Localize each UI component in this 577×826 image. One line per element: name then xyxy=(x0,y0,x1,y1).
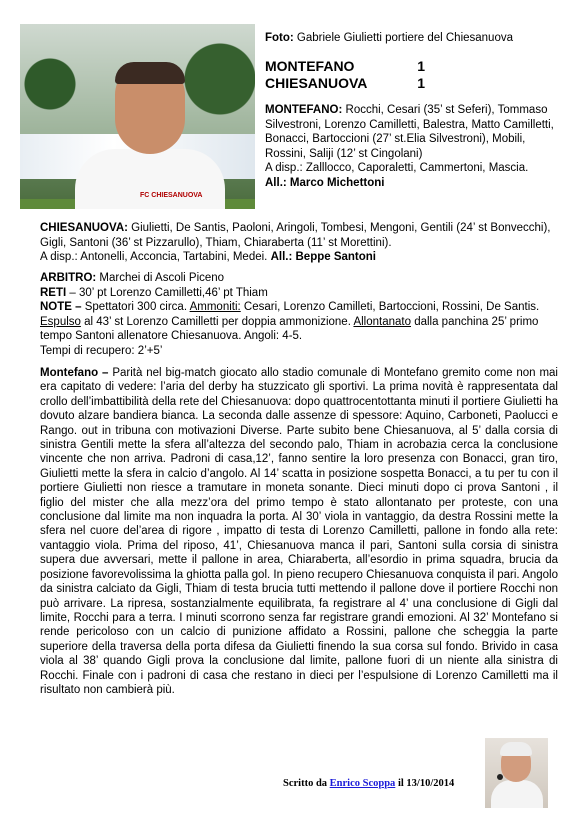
photo-shirt-text: FC CHIESANUOVA xyxy=(140,192,203,199)
chiesanuova-bench: A disp.: Antonelli, Acconcia, Tartabini, Medei. xyxy=(40,251,268,263)
author-link[interactable]: Enrico Scoppa xyxy=(329,778,396,789)
goals-label: RETI xyxy=(40,286,67,299)
match-report xyxy=(40,366,558,697)
chiesanuova-lineup xyxy=(40,221,560,265)
signature xyxy=(283,778,454,789)
chiesanuova-label: CHIESANUOVA: xyxy=(40,222,128,234)
chiesanuova-coach: All.: Beppe Santoni xyxy=(270,251,376,263)
montefano-coach: All.: Marco Michettoni xyxy=(265,176,385,189)
away-goals: 1 xyxy=(417,75,425,91)
caption-text: Gabriele Giulietti portiere del Chiesanuova xyxy=(293,32,513,44)
notes-label: NOTE – xyxy=(40,301,82,313)
stoppage-time: Tempi di recupero: 2’+5’ xyxy=(40,344,163,357)
author-photo-body xyxy=(491,780,543,808)
match-score xyxy=(265,58,425,92)
montefano-lineup xyxy=(265,103,565,190)
away-team: CHIESANUOVA xyxy=(265,75,368,91)
montefano-players: Rocchi, Cesari (35’ st Seferi), Tommaso Silvestroni, Lorenzo Camilletti, Balestra, Matto Camilletti, Bonacci, Bartoccioni (27’ st.Elia Silvestroni), Mobili, Rossini, Saliji (12’ st Cingolani) xyxy=(265,104,554,160)
photo-hair xyxy=(115,62,185,84)
photo-caption xyxy=(265,32,513,44)
referee: Marchei di Ascoli Piceno xyxy=(96,272,225,284)
score-row-home xyxy=(265,58,425,75)
goals: – 30’ pt Lorenzo Camilletti,46’ pt Thiam xyxy=(66,286,268,299)
removed: dalla panchina 25’ primo tempo Santoni allenatore Chiesanuova. Angoli: 4-5. xyxy=(40,315,539,342)
montefano-bench: A disp.: Zalllocco, Caporaletti, Cammertoni, Mascia. xyxy=(265,162,529,174)
removed-label: Allontanato xyxy=(353,315,411,328)
sent-off-label: Espulso xyxy=(40,315,81,328)
booked-label: Ammoniti: xyxy=(189,301,241,313)
report-lead: Montefano – xyxy=(40,367,109,379)
signature-prefix: Scritto da xyxy=(283,778,330,789)
score-row-away xyxy=(265,75,425,92)
caption-label: Foto: xyxy=(265,32,294,44)
sent-off: al 43’ st Lorenzo Camilletti per doppia ammonizione. xyxy=(80,315,354,328)
montefano-label: MONTEFANO: xyxy=(265,104,343,116)
home-team: MONTEFANO xyxy=(265,58,355,74)
notes-spectators: Spettatori 300 circa. xyxy=(81,301,190,313)
photo-shirt xyxy=(75,149,225,209)
microphone-icon xyxy=(497,774,503,780)
report-body: Parità nel big-match giocato allo stadio comunale di Montefano gremito come non mai era capitato di vedere: l’aria del derby ha stuzzicato gli sportivi. La prima novità è rappresentata dal crollo dell’imbattibilità della rete del Chiesanuova: dopo quattrocentottanta minuti il portiere Giulietti ha dovuto alzare bandiera bianca. La seconda dalle assenze di spessore: Aquino, Carboneti, Paolucci e Rango. out in tribuna con motivazioni Diverse. Parte subito bene Chiesanuova, al 5’ dalla corsia di sinistra Gentili mette la sfera all’altezza del secondo palo, Thiam in acrobazia cerca la conclusione vincente che non arriva. Padroni di casa,12’, fanno sentire la loro presenza con Bonacci, gran tiro, Giulietti mette la sfera in calcio d’angolo. Al 14’ scatta in posizione sospetta Bonacci, a tu per tu con il portiere Giulietti non riesce a tramutare in moneta sonante. Dieci minuti dopo ci prova Santoni , il figlio del mister che alla mezz’ora del primo tempo è stato allontanato per proteste, con una conclusione dal limite ma non inquadra la porta. Al 30’ viola in vantaggio, da destra Rossini mette la sfera nel cuore del’area di rigore , impatto di testa di Lorenzo Camilletti, pallone in fondo alla rete: vantaggio viola. Prima del riposo, 41’, Chiesanuova manca il pari, Santoni sulla corsia di sinistra supera due avversari, mette il pallone in area, Chiaraberta, all’esordio in prima squadra, brucia da posizione favorevolissima la ghiotta palla gol. In pieno recupero Chiesanuova conquista il pari. Angolo da sinistra calciato da Gigli, Thiam di testa brucia tutti mettendo il pallone dove il portiere Rocchi non può arrivare. La ripresa, sostanzialmente equilibrata, fa registrare al 4’ una conclusione di Gigli dal limite, Rocchi para a terra. I minuti scorrono senza far registrare grandi emozioni. Al 32’ Montefano si rende pericoloso con un calcio di punizione affidato a Rossini, pallone che scheggia la parte superiore della traversa della porta difesa da Giulietti finendo la sua corsa sul fondo. Brivido in casa viola al 38’ quando Gigli prova la conclusione dal limite, pallone fuori di un niente alla sinistra di Rocchi. Finale con i padroni di casa che restano in dieci per l’espulsione di Lorenzo Camilletti ma il risultato non cambierà più. xyxy=(40,367,558,696)
signature-suffix: il 13/10/2014 xyxy=(395,778,455,789)
match-officials xyxy=(40,271,560,358)
home-goals: 1 xyxy=(417,58,425,74)
referee-label: ARBITRO: xyxy=(40,272,97,284)
chiesanuova-players: Giulietti, De Santis, Paoloni, Aringoli, Tombesi, Mengoni, Gentili (24’ st Bonvecchi), Gigli, Santoni (36’ st Pizzarullo), Thiam, Chiaraberta (11’ st Morettini). xyxy=(40,222,551,249)
booked: Cesari, Lorenzo Camilleti, Bartoccioni, Rossini, De Santis. xyxy=(240,301,540,313)
goalkeeper-photo xyxy=(20,24,255,209)
author-photo-hair xyxy=(500,742,532,756)
author-photo xyxy=(485,738,548,808)
